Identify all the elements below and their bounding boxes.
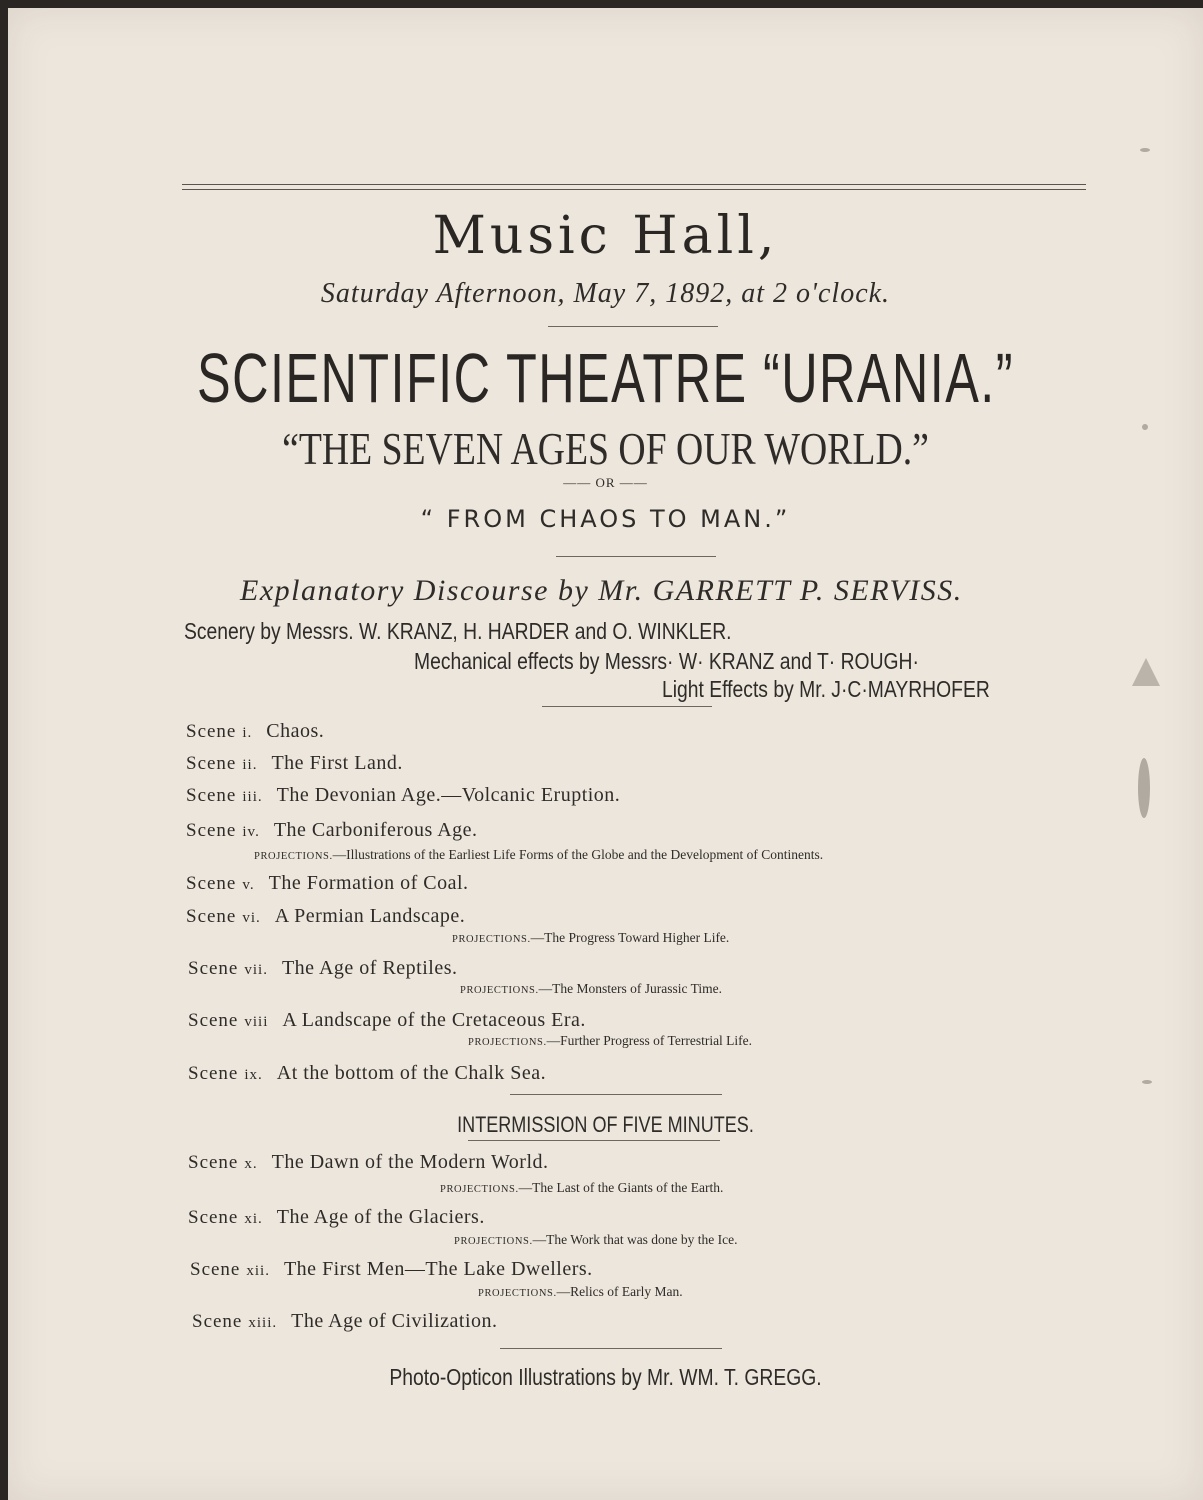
scene-label: Scene (188, 1010, 239, 1031)
scene-label: Scene (186, 820, 237, 841)
scene-line (186, 819, 478, 842)
projection-text: —Further Progress of Terrestrial Life. (546, 1033, 753, 1048)
divider (548, 326, 718, 327)
scene-number: vii. (244, 962, 268, 978)
scene-number: xii. (246, 1263, 270, 1279)
divider (468, 1140, 720, 1141)
scene-label: Scene (190, 1259, 241, 1280)
scene-number: x. (244, 1156, 258, 1172)
scene-line (188, 1009, 586, 1032)
top-double-rule (182, 184, 1086, 190)
scene-number: xiii. (248, 1315, 278, 1331)
mechanical-credit: Mechanical effects by Messrs· W· KRANZ and T· ROUGH· (414, 648, 919, 674)
projection-label: PROJECTIONS. (468, 1037, 547, 1048)
scene-title: Chaos. (266, 720, 325, 742)
margin-mark (1142, 1080, 1152, 1084)
margin-mark (1138, 758, 1150, 818)
date-line: Saturday Afternoon, May 7, 1892, at 2 o'clock. (320, 278, 891, 309)
scene-title: The First Men—The Lake Dwellers. (283, 1258, 593, 1280)
light-credit: Light Effects by Mr. J·C·MAYRHOFER (662, 676, 990, 702)
scene-title: A Permian Landscape. (274, 905, 466, 927)
scene-label: Scene (188, 1207, 239, 1228)
scene-line (192, 1310, 498, 1333)
margin-mark (1140, 148, 1150, 152)
projection-text: —The Progress Toward Higher Life. (530, 930, 730, 945)
projection-text: —Illustrations of the Earliest Life Forms of the Globe and the Development of Continents. (332, 847, 824, 862)
scene-number: v. (242, 877, 255, 893)
projection-note (460, 981, 722, 997)
program-page (8, 8, 1203, 1500)
projection-label: PROJECTIONS. (440, 1184, 519, 1195)
projection-label: PROJECTIONS. (478, 1288, 557, 1299)
scene-number: vi. (242, 910, 261, 926)
projection-label: PROJECTIONS. (454, 1236, 533, 1247)
scene-title: The Formation of Coal. (268, 872, 469, 894)
scene-line (188, 1062, 546, 1085)
show-title: SCIENTIFIC THEATRE “URANIA.” (197, 339, 1014, 417)
projection-label: PROJECTIONS. (452, 934, 531, 945)
discourse-credit: Explanatory Discourse by Mr. GARRETT P. SERVISS. (240, 574, 963, 607)
scene-title: A Landscape of the Cretaceous Era. (282, 1009, 586, 1031)
scene-line (186, 784, 620, 807)
projection-note (478, 1284, 683, 1300)
divider (556, 556, 716, 557)
scene-title: The First Land. (271, 752, 403, 774)
scene-title: The Age of Civilization. (291, 1310, 498, 1332)
scene-number: iv. (242, 824, 260, 840)
scene-title: At the bottom of the Chalk Sea. (276, 1062, 547, 1084)
scenery-credit: Scenery by Messrs. W. KRANZ, H. HARDER and O. WINKLER. (184, 618, 732, 644)
or-line: —— OR —— (563, 475, 648, 490)
venue-title: Music Hall, (432, 206, 779, 266)
divider (510, 1094, 722, 1095)
scene-line (188, 1206, 485, 1229)
projection-label: PROJECTIONS. (460, 985, 539, 996)
scene-number: ix. (244, 1067, 263, 1083)
scene-number: xi. (244, 1211, 263, 1227)
scene-label: Scene (186, 906, 237, 927)
scene-line (186, 872, 469, 895)
projection-text: —The Last of the Giants of the Earth. (518, 1180, 724, 1195)
scene-label: Scene (186, 873, 237, 894)
scene-label: Scene (188, 1152, 239, 1173)
scene-line (188, 1151, 549, 1174)
scene-title: The Age of the Glaciers. (276, 1206, 485, 1228)
margin-mark (1142, 424, 1148, 430)
scene-label: Scene (186, 753, 237, 774)
scene-title: The Dawn of the Modern World. (271, 1151, 549, 1173)
scene-label: Scene (192, 1311, 243, 1332)
scene-line (186, 905, 465, 928)
scene-line (190, 1258, 593, 1281)
scene-label: Scene (186, 785, 237, 806)
divider (542, 706, 712, 707)
projection-text: —Relics of Early Man. (556, 1284, 683, 1299)
show-subtitle: “THE SEVEN AGES OF OUR WORLD.” (282, 423, 929, 474)
divider (500, 1348, 722, 1349)
scene-label: Scene (188, 958, 239, 979)
scene-line (186, 752, 403, 775)
projection-note (454, 1232, 738, 1248)
projection-note (468, 1033, 752, 1049)
projection-note (254, 847, 823, 863)
scene-label: Scene (186, 721, 237, 742)
scene-line (188, 957, 458, 980)
margin-mark (1132, 658, 1160, 686)
scene-number: ii. (242, 757, 258, 773)
scene-title: The Carboniferous Age. (273, 819, 478, 841)
alt-title: “ FROM CHAOS TO MAN.” (420, 505, 791, 533)
scene-title: The Devonian Age.—Volcanic Eruption. (276, 784, 621, 806)
projection-note (440, 1180, 723, 1196)
intermission-note: INTERMISSION OF FIVE MINUTES. (457, 1112, 754, 1137)
scene-number: iii. (242, 789, 263, 805)
scene-number: i. (242, 725, 253, 741)
projection-label: PROJECTIONS. (254, 851, 333, 862)
projection-text: —The Monsters of Jurassic Time. (538, 981, 723, 996)
projection-text: —The Work that was done by the Ice. (532, 1232, 738, 1247)
photo-credit: Photo-Opticon Illustrations by Mr. WM. T. GREGG. (389, 1364, 822, 1390)
projection-note (452, 930, 729, 946)
scene-title: The Age of Reptiles. (281, 957, 458, 979)
scene-line (186, 720, 324, 743)
scene-number: viii (244, 1014, 269, 1030)
scene-label: Scene (188, 1063, 239, 1084)
